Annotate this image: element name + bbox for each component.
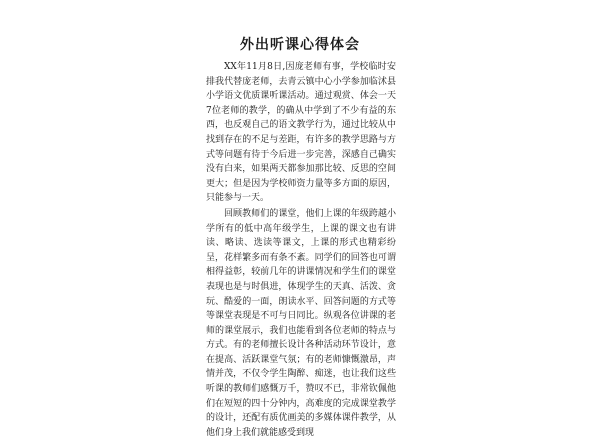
paragraph: 回顾教师们的课堂，他们上课的年级跨越小学所有的低中高年级学生，上课的课文也有讲读、略读、选读等课文，上课的形式也精彩纷呈，花样繁多而有条不紊。同学们的回答也可谓相得益彰，较前几年的讲课情况和学生们的课堂表现也是与时俱进，体现学生的天真、活泼、贪玩、酷爱的一面，朗读水平、回答问题的方式等等课堂表现是不可与日同比。纵观各位讲课的老师的课堂展示，我们也能看到各位老师的特点与方式。有的老师擅长设计各种活动环节设计，意在提高、活跃课堂气氛；有的老师慷慨激昂，声情并茂，不仅令学生陶醉、痴迷，也让我们这些听课的教师们感慨万千，赞叹不已，非常钦佩他们在短短的四十分钟内，高难度的完成课堂教学的设计，还配有质优画美的多媒体课件教学，从他们身上我们就能感受到现 [206, 208, 396, 438]
document-title: 外出听课心得体会 [240, 37, 360, 53]
paragraph: XX年11月8日,因庞老师有事，学校临时安排我代替庞老师，去青云镇中心小学参加临沭县小学语文优质课听课活动。通过观赏、体会一天7位老师的教学，的确从中学到了不少有益的东西，也反观自己的语文教学行为，通过比较从中找到存在的不足与差距，有许多的教学思路与方式等问题有待于今后进一步完善，深感自己确实没有白来，如果两天都参加那比较、反思的空间更大；但是因为学校师资力量等多方面的原因，只能参与一天。 [206, 62, 396, 204]
document-body [206, 60, 396, 440]
